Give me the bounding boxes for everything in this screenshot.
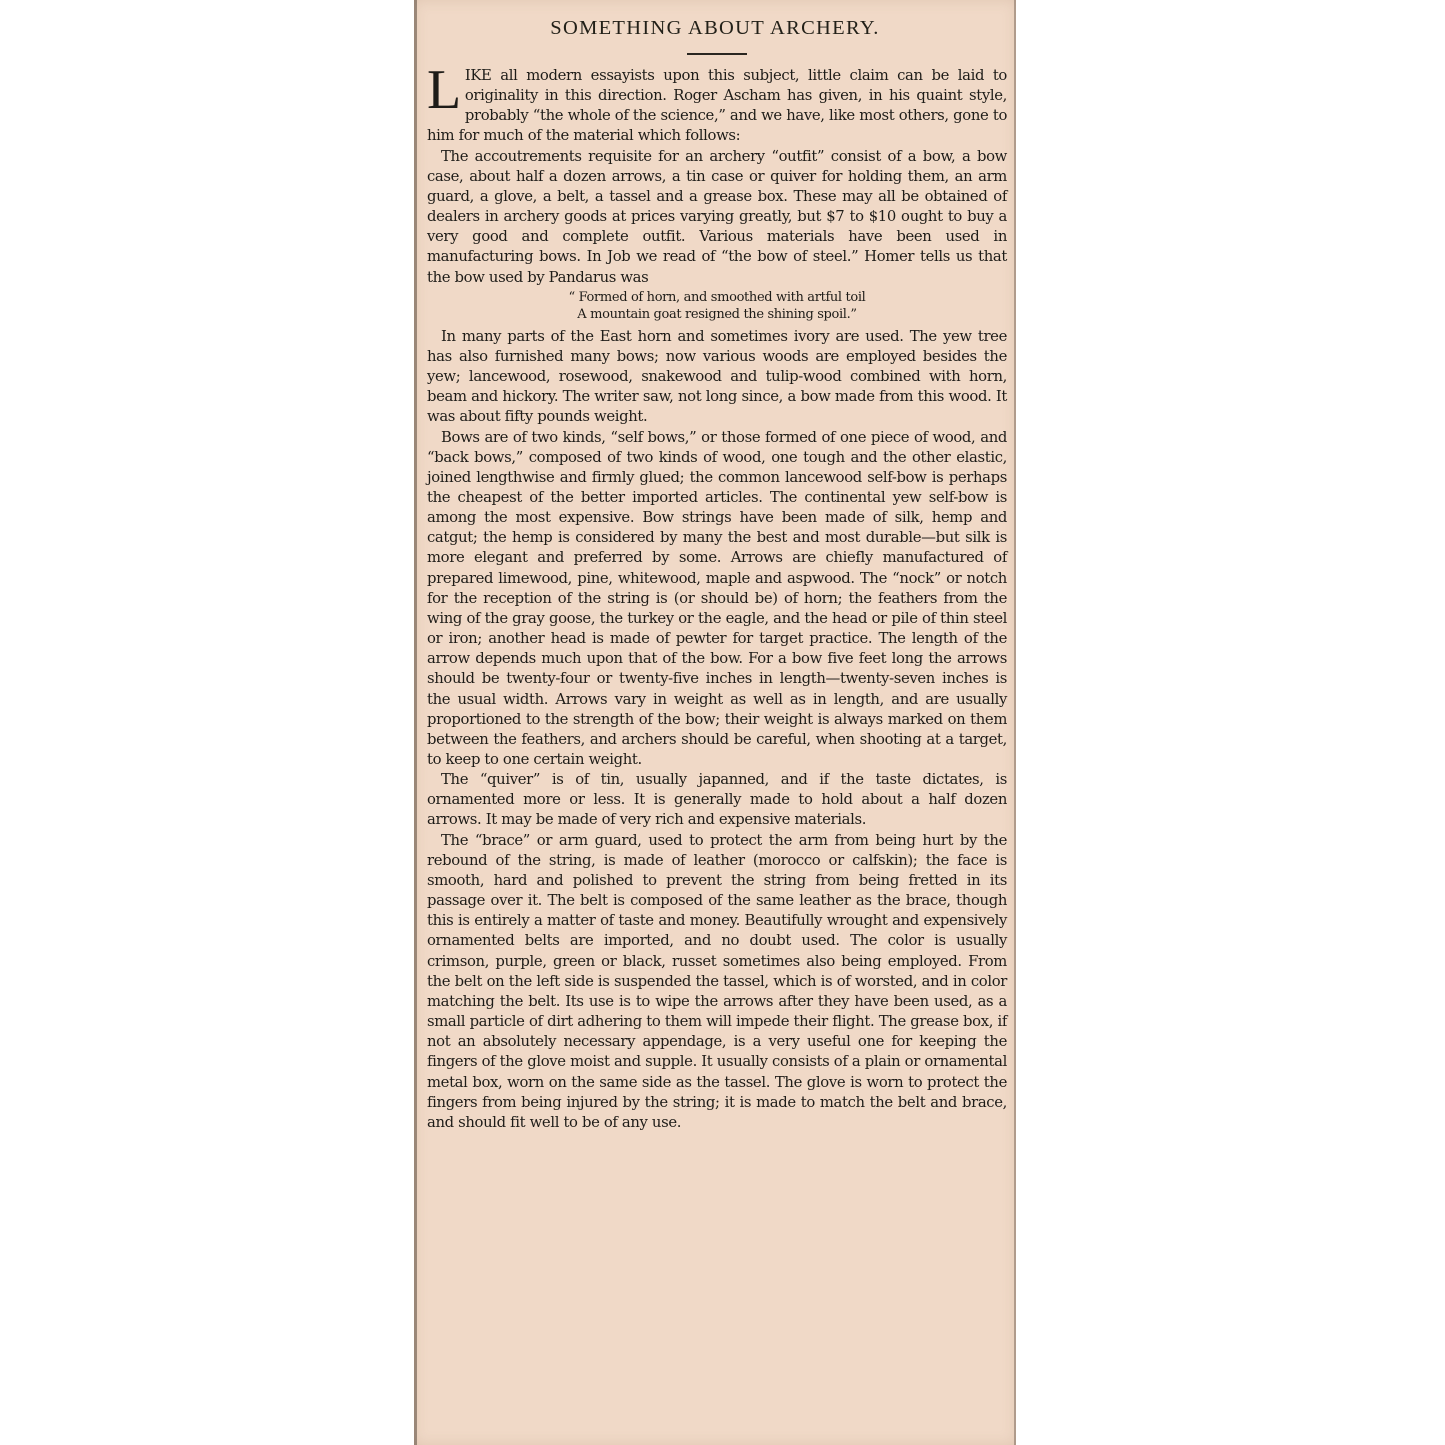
clipping-right-edge: [1014, 0, 1016, 1445]
paragraph-4: Bows are of two kinds, “self bows,” or those formed of one piece of wood, and “back bows,” composed of two kinds of wood, one tough and the other elastic, joined lengthwise and firmly glued; the common lancewood self-bow is perhaps the cheapest of the better imported articles. The continental yew self-bow is among the most expensive. Bow strings have been made of silk, hemp and catgut; the hemp is considered by many the best and most durable—but silk is more elegant and preferred by some. Arrows are chiefly manufactured of prepared limewood, pine, whitewood, maple and aspwood. The “nock” or notch for the reception of the string is (or should be) of horn; the feathers from the wing of the gray goose, the turkey or the eagle, and the head or pile of thin steel or iron; another head is made of pewter for target practice. The length of the arrow depends much upon that of the bow. For a bow five feet long the arrows should be twenty-four or twenty-five inches in length—twenty-seven inches is the usual width. Arrows vary in weight as well as in length, and are usually proportioned to the strength of the bow; their weight is always marked on them between the feathers, and archers should be careful, when shooting at a target, to keep to one certain weight.: [427, 428, 1007, 768]
drop-cap: L: [427, 59, 461, 121]
article-headline: SOMETHING ABOUT ARCHERY.: [550, 17, 880, 39]
clipping-left-edge: [414, 0, 417, 1445]
paragraph-5: The “quiver” is of tin, usually japanned, and if the taste dictates, is ornamented more or less. It is generally made to hold about a half dozen arrows. It may be made of very rich and expensive materials.: [427, 771, 1007, 829]
paragraph-2: The accoutrements requisite for an archery “outfit” consist of a bow, a bow case, about half a dozen arrows, a tin case or quiver for holding them, an arm guard, a glove, a belt, a tassel and a grease box. These may all be obtained of dealers in archery goods at prices varying greatly, but $7 to $10 ought to buy a very good and complete outfit. Various materials have been used in manufacturing bows. In Job we read of “the bow of steel.” Homer tells us that the bow used by Pandarus was: [427, 147, 1007, 286]
article-body: [427, 59, 1007, 1133]
newspaper-clipping: [414, 0, 1016, 1445]
paragraph-1: [427, 59, 1007, 147]
paragraph-6: The “brace” or arm guard, used to protect the arm from being hurt by the rebound of the string, is made of leather (morocco or calfskin); the face is smooth, hard and polished to prevent the string from being fretted in its passage over it. The belt is composed of the same leather as the brace, though this is entirely a matter of taste and money. Beautifully wrought and expensively ornamented belts are imported, and no doubt used. The color is usually crimson, purple, green or black, russet sometimes also being employed. From the belt on the left side is suspended the tassel, which is of worsted, and in color matching the belt. Its use is to wipe the arrows after they have been used, as a small particle of dirt adhering to them will impede their flight. The grease box, if not an absolutely necessary appendage, is a very useful one for keeping the fingers of the glove moist and supple. It usually consists of a plain or ornamental metal box, worn on the same side as the tassel. The glove is worn to protect the fingers from being injured by the string; it is made to match the belt and brace, and should fit well to be of any use.: [427, 831, 1007, 1131]
paragraph-3: In many parts of the East horn and sometimes ivory are used. The yew tree has also furnished many bows; now various woods are employed besides the yew; lancewood, rosewood, snakewood and tulip-wood combined with horn, beam and hickory. The writer saw, not long since, a bow made from this wood. It was about fifty pounds weight.: [427, 327, 1007, 426]
verse-line-2: A mountain goat resigned the shining spoil.”: [577, 306, 857, 322]
paragraph-1-text: all modern essayists upon this subject, little claim can be laid to originality in this direction. Roger Ascham has given, in his quaint style, probably “the whole of the science,” and we have, like most others, gone to him for much of the material which follows:: [427, 67, 1007, 145]
headline-rule: [687, 53, 747, 55]
verse-line-1: “ Formed of horn, and smoothed with artful toil: [568, 289, 866, 305]
first-word-caps: IKE: [464, 67, 492, 84]
verse-quote: [427, 289, 1007, 323]
